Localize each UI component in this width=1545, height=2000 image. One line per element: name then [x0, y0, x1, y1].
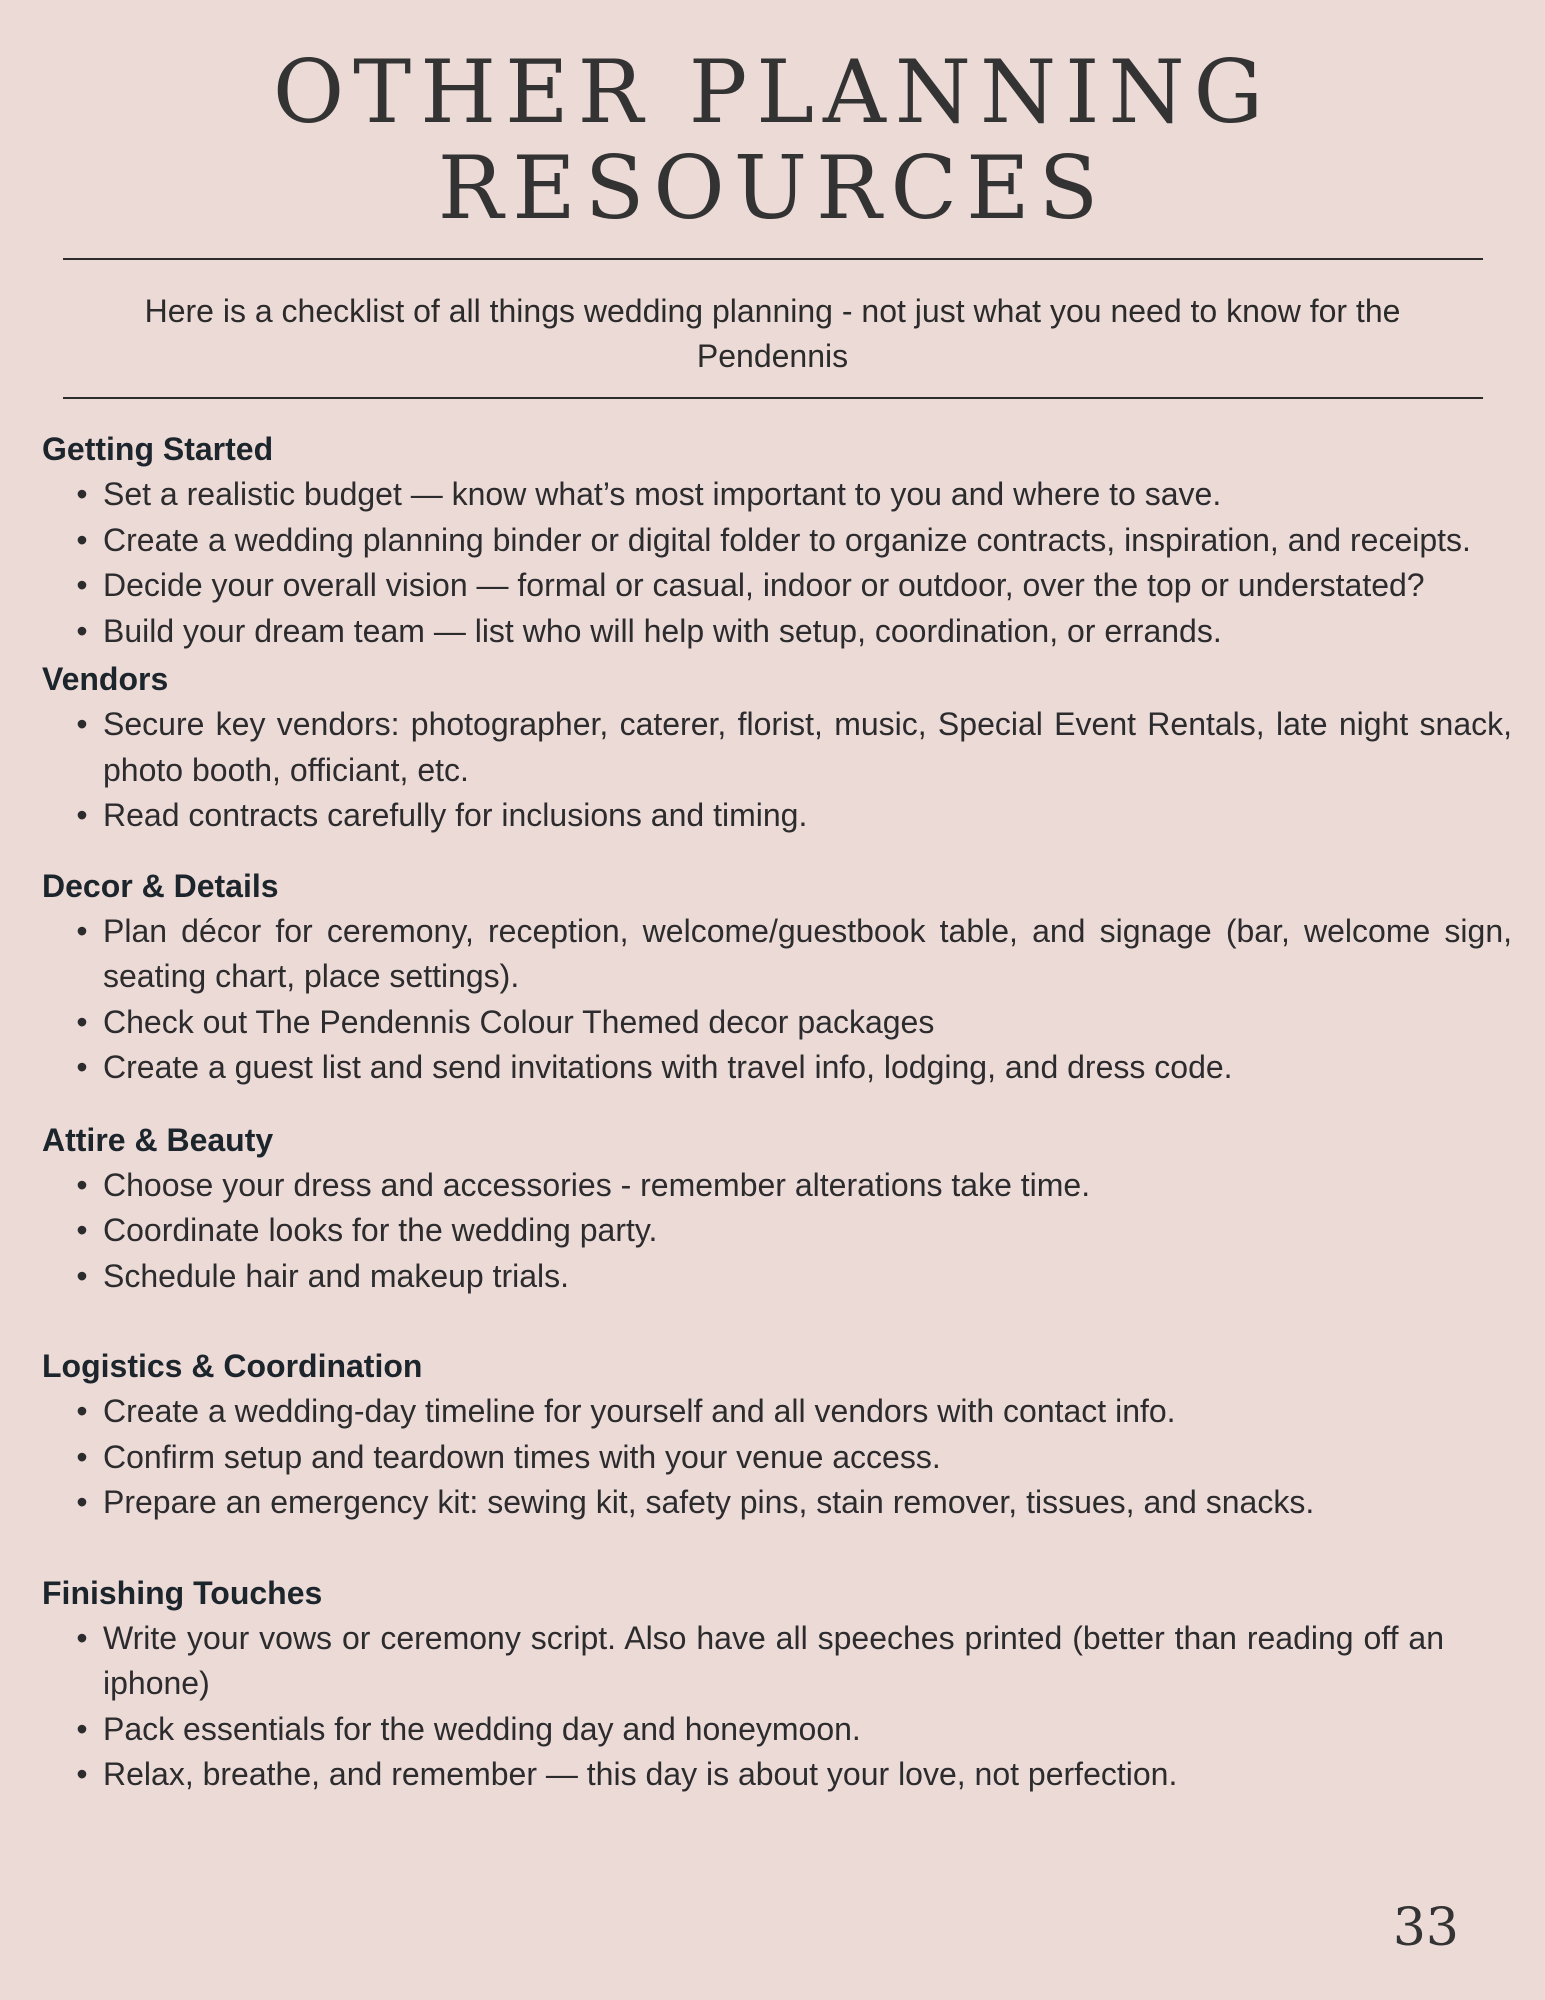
list-item — [42, 609, 1512, 655]
list-item-text: Set a realistic budget — know what’s most important to you and where to save. — [103, 476, 1222, 512]
list-item-text: Coordinate looks for the wedding party. — [103, 1212, 658, 1248]
list-item-text: Schedule hair and makeup trials. — [103, 1257, 570, 1294]
bullet-icon: • — [76, 1756, 88, 1792]
list-item — [42, 1163, 1512, 1209]
bullet-icon: • — [76, 1619, 88, 1656]
checklist-items — [42, 1616, 1512, 1798]
bullet-icon: • — [76, 1438, 88, 1475]
bottom-divider — [63, 397, 1483, 399]
list-item — [42, 563, 1512, 609]
section-decor-details — [42, 863, 1512, 1091]
list-item-text: Check out The Pendennis Colour Themed decor packages — [103, 1003, 935, 1040]
bullet-icon: • — [76, 1484, 88, 1520]
bullet-icon: • — [76, 1257, 88, 1294]
page-title-line-2: RESOURCES — [437, 137, 1108, 239]
list-item-text: Confirm setup and teardown times with your venue access. — [103, 1438, 941, 1475]
list-item-text: Pack essentials for the wedding day and honeymoon. — [103, 1710, 861, 1747]
list-item-text: Create a wedding-day timeline for yourself and all vendors with contact info. — [103, 1393, 1176, 1429]
list-item-text: Choose your dress and accessories - remember alterations take time. — [103, 1166, 1091, 1203]
section-getting-started — [42, 426, 1512, 654]
list-item — [42, 1752, 1512, 1798]
section-vendors — [42, 656, 1512, 839]
list-item — [42, 909, 1512, 1000]
list-item — [42, 793, 1512, 839]
page-number: 33 — [1392, 1898, 1459, 1958]
bullet-icon: • — [76, 1710, 88, 1747]
list-item — [42, 1616, 1512, 1707]
bullet-icon: • — [76, 706, 88, 742]
intro-text: Here is a checklist of all things wedding planning - not just what you need to know for the Pendennis — [144, 293, 1401, 374]
bullet-icon: • — [76, 521, 88, 558]
list-item — [42, 1480, 1512, 1526]
section-finishing-touches — [42, 1570, 1512, 1798]
list-item-text: Prepare an emergency kit: sewing kit, safety pins, stain remover, tissues, and snacks. — [103, 1484, 1315, 1520]
list-item-text: Relax, breathe, and remember — this day is about your love, not perfection. — [103, 1756, 1178, 1792]
list-item-text: Read contracts carefully for inclusions and timing. — [103, 797, 808, 833]
checklist-items — [42, 1163, 1512, 1300]
bullet-icon: • — [76, 567, 88, 603]
list-item-text: Write your vows or ceremony script. Also have all speeches printed (better than reading off an iphone) — [103, 1619, 1444, 1701]
checklist-items — [42, 702, 1512, 839]
section-logistics-coordination — [42, 1343, 1512, 1526]
checklist-items — [42, 1389, 1512, 1526]
section-heading: Vendors — [42, 661, 169, 697]
bullet-icon: • — [76, 1049, 88, 1085]
list-item-text: Build your dream team — list who will help with setup, coordination, or errands. — [103, 612, 1222, 649]
list-item — [42, 1045, 1512, 1091]
list-item — [42, 1254, 1512, 1300]
list-item-text: Decide your overall vision — formal or casual, indoor or outdoor, over the top or understated? — [103, 567, 1425, 603]
checklist-items — [42, 472, 1512, 654]
list-item — [42, 518, 1512, 564]
bullet-icon: • — [76, 1393, 88, 1429]
list-item-text: Create a guest list and send invitations with travel info, lodging, and dress code. — [103, 1049, 1233, 1085]
bullet-icon: • — [76, 1166, 88, 1203]
list-item-text: Create a wedding planning binder or digital folder to organize contracts, inspiration, and receipts. — [103, 521, 1471, 558]
section-heading: Finishing Touches — [42, 1574, 323, 1611]
list-item — [42, 1000, 1512, 1046]
bullet-icon: • — [76, 476, 88, 512]
section-heading: Logistics & Coordination — [42, 1348, 423, 1384]
page-title — [0, 41, 1545, 239]
list-item — [42, 1435, 1512, 1481]
list-item-text: Plan décor for ceremony, reception, welcome/guestbook table, and signage (bar, welcome sign, seating chart, place settings). — [103, 912, 1512, 994]
checklist — [42, 426, 1512, 1798]
section-heading: Attire & Beauty — [42, 1121, 274, 1158]
bullet-icon: • — [76, 1003, 88, 1040]
list-item — [42, 702, 1512, 793]
bullet-icon: • — [76, 1212, 88, 1248]
list-item — [42, 1707, 1512, 1753]
section-attire-beauty — [42, 1117, 1512, 1300]
list-item — [42, 1389, 1512, 1435]
list-item-text: Secure key vendors: photographer, caterer, florist, music, Special Event Rentals, late night snack, photo booth, officiant, etc. — [103, 706, 1512, 788]
bullet-icon: • — [76, 912, 88, 949]
list-item — [42, 1208, 1512, 1254]
top-divider — [63, 258, 1483, 260]
list-item — [42, 472, 1512, 518]
bullet-icon: • — [76, 612, 88, 649]
section-heading: Getting Started — [42, 431, 274, 467]
checklist-items — [42, 909, 1512, 1091]
page-title-line-1: OTHER PLANNING — [272, 41, 1273, 143]
bullet-icon: • — [76, 797, 88, 833]
section-heading: Decor & Details — [42, 867, 279, 904]
